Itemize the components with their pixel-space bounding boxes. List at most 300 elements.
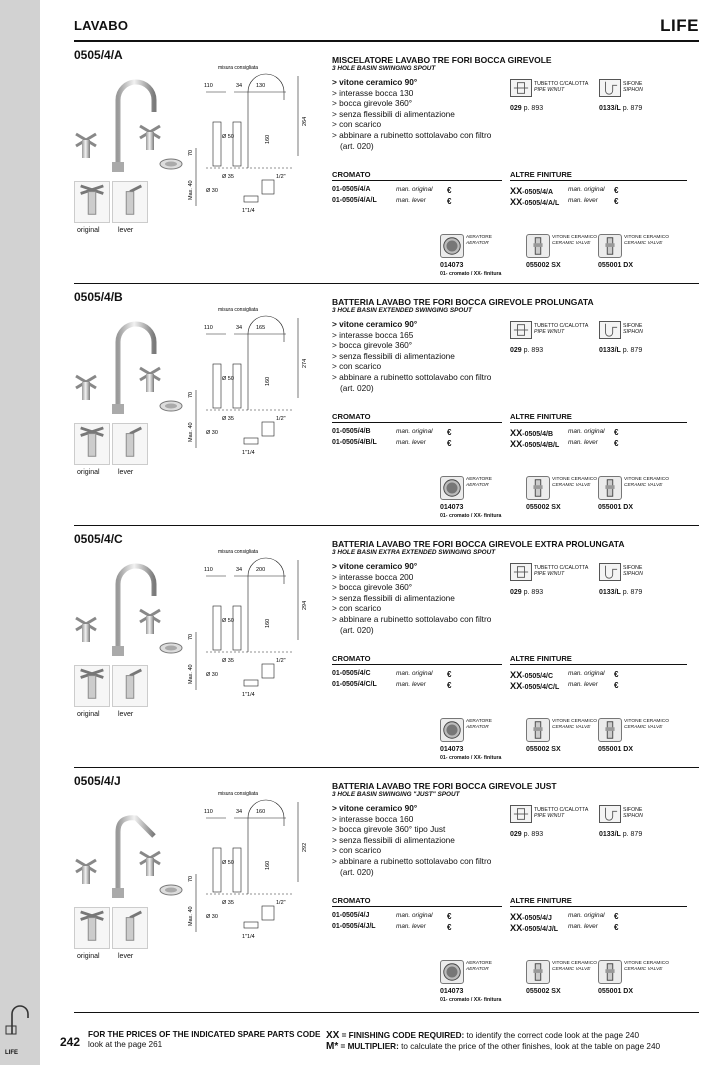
euro-sign: €	[614, 912, 619, 921]
part-name-en: CERAMIC VALVE	[552, 482, 591, 488]
part-name: VITONE CERAMICO	[552, 961, 597, 966]
thumb-label-lever: lever	[118, 469, 134, 476]
part-name: TUBETTO C/CALOTTA	[534, 565, 589, 571]
other-row-lever	[510, 923, 687, 934]
legend-bold: = FINISHING CODE REQUIRED:	[339, 1031, 465, 1040]
dimension-label: 1/2"	[276, 900, 286, 906]
product-section-0505-4-b	[74, 290, 699, 526]
part-name-en: CERAMIC VALVE	[624, 966, 663, 972]
feature-item: > senza flessibili di alimentazione	[332, 108, 455, 119]
thumb-label-lever: lever	[118, 711, 134, 718]
variant-desc: man. original	[396, 186, 433, 193]
chrome-table-header: CROMATO	[332, 896, 502, 907]
lever-handle-thumbnail	[112, 907, 148, 949]
part-code: 014073	[440, 988, 464, 995]
part-name-en: CERAMIC VALVE	[624, 240, 663, 246]
dimension-label: 1/2"	[276, 174, 286, 180]
dimension-label: Max. 40	[188, 906, 194, 926]
cross-handle-thumbnail	[74, 907, 110, 949]
brand-logo-icon	[4, 996, 36, 1036]
dimension-label: 130	[256, 83, 266, 89]
feature-item: > vitone ceramico 90°	[332, 319, 418, 329]
feature-item: > interasse bocca 160	[332, 813, 414, 824]
part-name: SIFONE	[623, 807, 643, 813]
chrome-row-original	[332, 912, 502, 923]
lever-handle-thumbnail	[112, 181, 148, 223]
section-divider	[74, 767, 699, 768]
euro-sign: €	[447, 923, 452, 932]
other-row-original	[510, 912, 687, 923]
dimension-label: 70	[188, 633, 194, 640]
chrome-code: 01-0505/4/A	[332, 186, 371, 193]
product-title: BATTERIA LAVABO TRE FORI BOCCA GIREVOLE JUST	[332, 781, 557, 791]
other-code: -0505/4/J/L	[522, 926, 559, 933]
feature-item: > bocca girevole 360°	[332, 98, 413, 109]
part-name: VITONE CERAMICO	[624, 235, 669, 240]
dimension-label: 1"1/4	[242, 934, 255, 940]
section-divider	[74, 525, 699, 526]
brand-title: LIFE	[660, 16, 699, 35]
part-code: 055002 SX	[526, 504, 561, 511]
part-name-en: PIPE W/NUT	[534, 87, 565, 93]
chrome-code: 01-0505/4/J	[332, 912, 370, 919]
part-page: p. 879	[622, 347, 643, 354]
ceramic-valve-icon	[598, 476, 622, 500]
variant-desc: man. original	[396, 670, 433, 677]
thumb-label-lever: lever	[118, 227, 134, 234]
feature-list	[332, 561, 512, 635]
footer-rule	[74, 1012, 699, 1013]
feature-item: > bocca girevole 360°	[332, 340, 413, 351]
feature-item: (art. 020)	[340, 624, 374, 635]
chrome-code: 01-0505/4/A/L	[332, 197, 377, 204]
euro-sign: €	[614, 439, 619, 448]
chrome-row-original	[332, 186, 502, 197]
finish-prefix: XX	[510, 186, 523, 196]
euro-sign: €	[447, 186, 452, 195]
variant-desc: man. lever	[568, 681, 598, 688]
euro-sign: €	[447, 912, 452, 921]
part-code: 055001 DX	[598, 504, 634, 511]
part-name-en: PIPE W/NUT	[534, 813, 565, 819]
feature-item: > con scarico	[332, 119, 382, 130]
feature-item: > senza flessibili di alimentazione	[332, 350, 455, 361]
part-code: 0133/L	[599, 831, 621, 838]
finish-note: 01- cromato / XX- finitura	[440, 997, 502, 1003]
product-section-0505-4-a	[74, 48, 699, 284]
pipe-nut-icon	[510, 79, 532, 97]
chrome-code: 01-0505/4/B	[332, 428, 371, 435]
dimension-label: Ø 35	[222, 174, 234, 180]
part-name-en: SIPHON	[623, 813, 643, 819]
part-code: 055002 SX	[526, 988, 561, 995]
dimension-label: Ø 35	[222, 658, 234, 664]
feature-item: > senza flessibili di alimentazione	[332, 834, 455, 845]
dimension-label: Max. 40	[188, 180, 194, 200]
dimension-label: 110	[204, 809, 213, 815]
other-finishes-header: ALTRE FINITURE	[510, 412, 687, 423]
product-code: 0505/4/J	[74, 774, 121, 788]
part-code: 0133/L	[599, 347, 621, 354]
variant-desc: man. lever	[396, 197, 426, 204]
dimension-label: Ø 35	[222, 416, 234, 422]
part-code: 0133/L	[599, 589, 621, 596]
euro-sign: €	[614, 428, 619, 437]
lever-handle-thumbnail	[112, 423, 148, 465]
chrome-row-original	[332, 428, 502, 439]
aerator-icon	[440, 476, 464, 500]
part-name-en: SIPHON	[623, 87, 643, 93]
euro-sign: €	[614, 197, 619, 206]
part-name-en: CERAMIC VALVE	[624, 482, 663, 488]
euro-sign: €	[614, 923, 619, 932]
drain-plug-icon	[159, 158, 183, 170]
header-rule	[74, 40, 699, 42]
feature-item: > con scarico	[332, 603, 382, 614]
cross-handle-thumbnail	[74, 181, 110, 223]
chrome-row-original	[332, 670, 502, 681]
footer-spare-parts-note	[88, 1030, 320, 1050]
product-subtitle: 3 HOLE BASIN SWINGING "JUST" SPOUT	[332, 791, 460, 798]
handle-variants	[74, 423, 150, 465]
feature-item: > abbinare a rubinetto sottolavabo con filtro	[332, 613, 492, 624]
handle-variants	[74, 907, 150, 949]
other-code: -0505/4/A/L	[522, 200, 560, 207]
siphon-icon	[599, 321, 621, 339]
finish-prefix: XX	[510, 197, 523, 207]
finish-prefix: XX	[510, 670, 523, 680]
feature-item: > con scarico	[332, 845, 382, 856]
variant-desc: man. lever	[568, 439, 598, 446]
part-name-en: SIPHON	[623, 329, 643, 335]
drain-plug-icon	[159, 400, 183, 412]
legend-text: to calculate the price of the other finishes, look at the table on page 240	[398, 1042, 661, 1051]
dimension-label: Ø 50	[222, 376, 234, 382]
other-code: -0505/4/A	[522, 189, 554, 196]
part-name-en: CERAMIC VALVE	[624, 724, 663, 730]
product-code: 0505/4/A	[74, 48, 123, 62]
part-name-en: PIPE W/NUT	[534, 571, 565, 577]
cross-handle-thumbnail	[74, 423, 110, 465]
footer-legend	[326, 1030, 660, 1052]
finish-note: 01- cromato / XX- finitura	[440, 513, 502, 519]
finish-note: 01- cromato / XX- finitura	[440, 271, 502, 277]
part-code: 029	[510, 105, 522, 112]
part-name: VITONE CERAMICO	[624, 719, 669, 724]
chrome-code: 01-0505/4/C	[332, 670, 371, 677]
euro-sign: €	[614, 670, 619, 679]
thumb-label-original: original	[77, 227, 100, 234]
part-name-en: CERAMIC VALVE	[552, 966, 591, 972]
part-name-en: CERAMIC VALVE	[552, 724, 591, 730]
euro-sign: €	[447, 670, 452, 679]
part-page: p. 879	[622, 105, 643, 112]
feature-item: > interasse bocca 165	[332, 329, 414, 340]
dimension-label: 34	[236, 325, 243, 331]
page-number: 242	[60, 1035, 81, 1049]
pipe-nut-icon	[510, 805, 532, 823]
variant-desc: man. original	[396, 428, 433, 435]
part-name-en: SIPHON	[623, 571, 643, 577]
dimension-label: 1"1/4	[242, 450, 255, 456]
technical-drawing	[186, 782, 326, 950]
finish-prefix: XX	[510, 912, 523, 922]
category-title: LAVABO	[74, 18, 129, 33]
part-name: VITONE CERAMICO	[552, 235, 597, 240]
handle-variants	[74, 665, 150, 707]
thumb-label-original: original	[77, 711, 100, 718]
part-code: 029	[510, 347, 522, 354]
other-row-original	[510, 186, 687, 197]
aerator-icon	[440, 234, 464, 258]
part-name-en: AERATOR	[466, 240, 489, 246]
part-code: 014073	[440, 746, 464, 753]
chrome-table-header: CROMATO	[332, 170, 502, 181]
part-name-en: AERATOR	[466, 966, 489, 972]
other-code: -0505/4/B/L	[522, 442, 560, 449]
chrome-table-header: CROMATO	[332, 654, 502, 665]
feature-item: (art. 020)	[340, 382, 374, 393]
dimension-label: 1/2"	[276, 416, 286, 422]
dimension-label: 292	[302, 842, 308, 852]
feature-item: > interasse bocca 130	[332, 87, 414, 98]
part-name-en: AERATOR	[466, 482, 489, 488]
dimension-label: 110	[204, 567, 213, 573]
dimension-label: Ø 30	[206, 188, 218, 194]
part-name: SIFONE	[623, 565, 643, 571]
part-code: 055002 SX	[526, 746, 561, 753]
part-page: p. 893	[523, 105, 544, 112]
drain-plug-icon	[159, 884, 183, 896]
other-code: -0505/4/J	[522, 915, 552, 922]
part-name: AERATORE	[466, 477, 492, 482]
dimension-label: 34	[236, 83, 243, 89]
ceramic-valve-icon	[526, 960, 550, 984]
variant-desc: man. lever	[396, 439, 426, 446]
feature-item: > vitone ceramico 90°	[332, 561, 418, 571]
chrome-row-lever	[332, 923, 502, 934]
part-name: VITONE CERAMICO	[624, 961, 669, 966]
part-code: 029	[510, 831, 522, 838]
chrome-row-lever	[332, 439, 502, 450]
dimension-label: 1"1/4	[242, 208, 255, 214]
chrome-row-lever	[332, 681, 502, 692]
feature-item: (art. 020)	[340, 140, 374, 151]
dimension-label: 294	[302, 600, 308, 610]
other-row-original	[510, 670, 687, 681]
part-name-en: CERAMIC VALVE	[552, 240, 591, 246]
feature-item: > bocca girevole 360°	[332, 582, 413, 593]
other-finishes-header: ALTRE FINITURE	[510, 170, 687, 181]
chrome-row-lever	[332, 197, 502, 208]
euro-sign: €	[614, 186, 619, 195]
part-name: TUBETTO C/CALOTTA	[534, 807, 589, 813]
dimension-label: misura consigliata	[218, 307, 259, 313]
cross-handle-thumbnail	[74, 665, 110, 707]
part-code: 014073	[440, 504, 464, 511]
legend-text: to identify the correct code look at the page 240	[464, 1031, 639, 1040]
product-code: 0505/4/B	[74, 290, 123, 304]
thumb-label-original: original	[77, 469, 100, 476]
product-title: BATTERIA LAVABO TRE FORI BOCCA GIREVOLE PROLUNGATA	[332, 297, 594, 307]
feature-item: (art. 020)	[340, 866, 374, 877]
dimension-label: 160	[265, 860, 271, 870]
chrome-code: 01-0505/4/B/L	[332, 439, 377, 446]
euro-sign: €	[447, 428, 452, 437]
section-divider	[74, 283, 699, 284]
part-name-en: AERATOR	[466, 724, 489, 730]
dimension-label: Ø 50	[222, 860, 234, 866]
variant-desc: man. original	[568, 670, 605, 677]
part-name: AERATORE	[466, 961, 492, 966]
handle-variants	[74, 181, 150, 223]
product-subtitle: 3 HOLE BASIN EXTENDED SWINGING SPOUT	[332, 307, 472, 314]
feature-item: > abbinare a rubinetto sottolavabo con filtro	[332, 371, 492, 382]
drain-plug-icon	[159, 642, 183, 654]
dimension-label: Ø 50	[222, 618, 234, 624]
legend-key: M*	[326, 1041, 339, 1052]
dimension-label: Max. 40	[188, 664, 194, 684]
part-code: 0133/L	[599, 105, 621, 112]
product-title: MISCELATORE LAVABO TRE FORI BOCCA GIREVOLE	[332, 55, 552, 65]
dimension-label: 34	[236, 567, 243, 573]
variant-desc: man. lever	[568, 197, 598, 204]
dimension-label: 160	[265, 376, 271, 386]
feature-item: > abbinare a rubinetto sottolavabo con filtro	[332, 129, 492, 140]
footer-xx-legend	[326, 1030, 660, 1041]
chrome-table-header: CROMATO	[332, 412, 502, 423]
part-code: 029	[510, 589, 522, 596]
aerator-icon	[440, 718, 464, 742]
thumb-label-lever: lever	[118, 953, 134, 960]
dimension-label: 1"1/4	[242, 692, 255, 698]
technical-drawing	[186, 298, 326, 466]
part-page: p. 893	[523, 347, 544, 354]
product-code: 0505/4/C	[74, 532, 123, 546]
part-page: p. 893	[523, 831, 544, 838]
product-subtitle: 3 HOLE BASIN SWINGING SPOUT	[332, 65, 436, 72]
chrome-code: 01-0505/4/C/L	[332, 681, 377, 688]
ceramic-valve-icon	[526, 476, 550, 500]
feature-item: > abbinare a rubinetto sottolavabo con filtro	[332, 855, 492, 866]
ceramic-valve-icon	[598, 234, 622, 258]
variant-desc: man. lever	[396, 681, 426, 688]
sidebar-brand-label: LIFE	[5, 1050, 18, 1056]
part-name-en: PIPE W/NUT	[534, 329, 565, 335]
part-code: 055001 DX	[598, 262, 634, 269]
feature-list	[332, 77, 512, 151]
other-row-lever	[510, 439, 687, 450]
other-code: -0505/4/C/L	[522, 684, 560, 691]
other-finishes-header: ALTRE FINITURE	[510, 654, 687, 665]
part-code: 014073	[440, 262, 464, 269]
variant-desc: man. original	[396, 912, 433, 919]
other-row-lever	[510, 681, 687, 692]
dimension-label: 200	[256, 567, 266, 573]
siphon-icon	[599, 805, 621, 823]
feature-item: > vitone ceramico 90°	[332, 77, 418, 87]
variant-desc: man. lever	[568, 923, 598, 930]
dimension-label: misura consigliata	[218, 549, 259, 555]
side-strip	[0, 0, 40, 1065]
finish-prefix: XX	[510, 923, 523, 933]
dimension-label: 160	[256, 809, 266, 815]
part-name: VITONE CERAMICO	[552, 719, 597, 724]
legend-bold: = MULTIPLIER:	[338, 1042, 399, 1051]
euro-sign: €	[447, 681, 452, 690]
product-subtitle: 3 HOLE BASIN EXTRA EXTENDED SWINGING SPOUT	[332, 549, 496, 556]
product-section-0505-4-j	[74, 774, 699, 1010]
footer-spare-parts-bold: FOR THE PRICES OF THE INDICATED SPARE PARTS CODE	[88, 1030, 321, 1039]
finish-prefix: XX	[510, 428, 523, 438]
part-name: VITONE CERAMICO	[552, 477, 597, 482]
dimension-label: 264	[302, 116, 308, 126]
feature-item: > con scarico	[332, 361, 382, 372]
finish-prefix: XX	[510, 681, 523, 691]
dimension-label: 1/2"	[276, 658, 286, 664]
ceramic-valve-icon	[598, 960, 622, 984]
finish-note: 01- cromato / XX- finitura	[440, 755, 502, 761]
technical-drawing	[186, 56, 326, 224]
chrome-code: 01-0505/4/J/L	[332, 923, 376, 930]
euro-sign: €	[614, 681, 619, 690]
dimension-label: 165	[256, 325, 266, 331]
dimension-label: Ø 50	[222, 134, 234, 140]
feature-item: > vitone ceramico 90°	[332, 803, 418, 813]
lever-handle-thumbnail	[112, 665, 148, 707]
siphon-icon	[599, 79, 621, 97]
dimension-label: misura consigliata	[218, 65, 259, 71]
dimension-label: Max. 40	[188, 422, 194, 442]
part-page: p. 879	[622, 589, 643, 596]
other-code: -0505/4/C	[522, 673, 554, 680]
other-row-lever	[510, 197, 687, 208]
dimension-label: 274	[302, 358, 308, 368]
part-code: 055001 DX	[598, 746, 634, 753]
pipe-nut-icon	[510, 563, 532, 581]
aerator-icon	[440, 960, 464, 984]
feature-list	[332, 803, 512, 877]
variant-desc: man. original	[568, 186, 605, 193]
product-section-0505-4-c	[74, 532, 699, 768]
dimension-label: 110	[204, 83, 213, 89]
ceramic-valve-icon	[526, 234, 550, 258]
ceramic-valve-icon	[598, 718, 622, 742]
dimension-label: misura consigliata	[218, 791, 259, 797]
finish-prefix: XX	[510, 439, 523, 449]
feature-list	[332, 319, 512, 393]
other-row-original	[510, 428, 687, 439]
part-name: VITONE CERAMICO	[624, 477, 669, 482]
dimension-label: 70	[188, 391, 194, 398]
variant-desc: man. original	[568, 428, 605, 435]
dimension-label: 70	[188, 875, 194, 882]
thumb-label-original: original	[77, 953, 100, 960]
dimension-label: Ø 30	[206, 430, 218, 436]
footer-spare-parts-text: look at the page 261	[88, 1040, 163, 1049]
part-name: AERATORE	[466, 719, 492, 724]
ceramic-valve-icon	[526, 718, 550, 742]
technical-drawing	[186, 540, 326, 708]
part-name: SIFONE	[623, 323, 643, 329]
dimension-label: Ø 30	[206, 914, 218, 920]
product-title: BATTERIA LAVABO TRE FORI BOCCA GIREVOLE EXTRA PROLUNGATA	[332, 539, 625, 549]
euro-sign: €	[447, 439, 452, 448]
dimension-label: 160	[265, 134, 271, 144]
variant-desc: man. original	[568, 912, 605, 919]
siphon-icon	[599, 563, 621, 581]
pipe-nut-icon	[510, 321, 532, 339]
